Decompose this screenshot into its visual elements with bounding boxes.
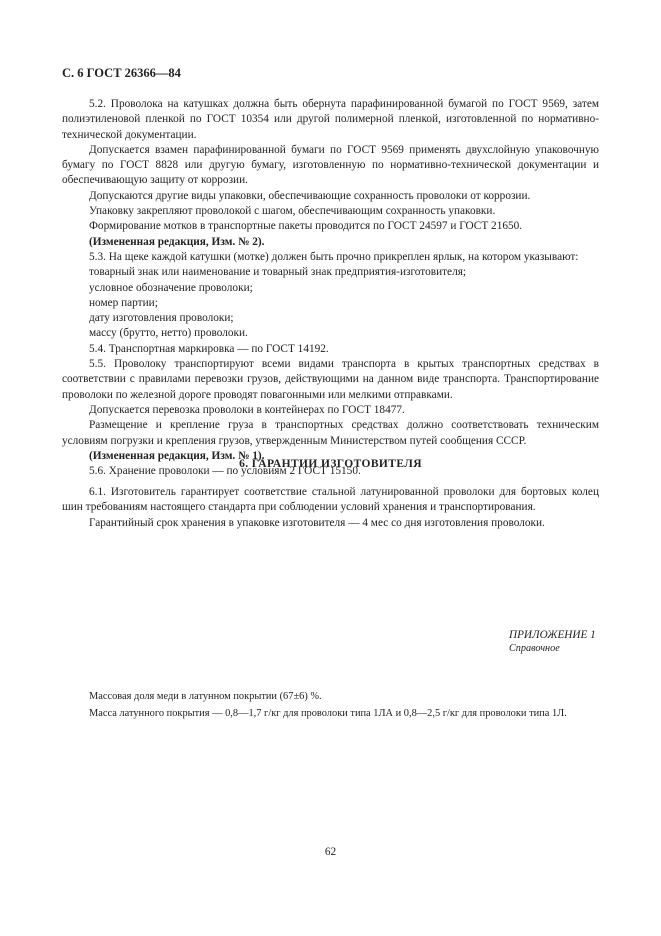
paragraph-5-4: 5.4. Транспортная маркировка — по ГОСТ 14192. [89,342,329,355]
label-item-designation: условное обозначение проволоки; [89,281,253,294]
paragraph-placement: Размещение и крепление груза в транспортных средствах должно соответствовать техническим условиям погрузки и крепления грузов, утвержденным Министерством путей сообщения СССР. [62,419,599,447]
paragraph-wrap-fastening: Упаковку закрепляют проволокой с шагом, обеспечивающим сохранность упаковки. [89,205,496,218]
paragraph-alt-paper: Допускается взамен парафинированной бумаги по ГОСТ 9569 применять двухслойную упаковочную бумагу по ГОСТ 8828 или другую бумагу, изготовленную по нормативно-технической документации и обеспечивающую защиту от коррозии. [62,143,599,187]
appendix-heading [509,628,596,656]
page-number: 62 [324,846,337,858]
appendix-title: ПРИЛОЖЕНИЕ 1 [509,629,596,641]
paragraph-5-6: 5.6. Хранение проволоки — по условиям 2 ГОСТ 15150. [89,465,361,478]
amendment-note-2: (Измененная редакция, Изм. № 2). [89,235,265,248]
paragraph-containers: Допускается перевозка проволоки в контейнерах по ГОСТ 18477. [89,403,405,416]
paragraph-5-5: 5.5. Проволоку транспортируют всеми видами транспорта в крытых транспортных средствах в соответствии с правилами перевозки грузов, действующими на данном виде транспорта. Транспортирование проволоки по железной дороге проводят повагонными или мелкими отправками. [62,358,599,401]
section-title: 6. ГАРАНТИИ ИЗГОТОВИТЕЛЯ [239,458,422,470]
label-item-batch: номер партии; [89,296,158,309]
label-item-date: дату изготовления проволоки; [89,312,234,325]
section-5-text [62,97,599,479]
paragraph-warranty-period: Гарантийный срок хранения в упаковке изготовителя — 4 мес со дня изготовления проволоки. [89,516,545,529]
paragraph-6-1: 6.1. Изготовитель гарантирует соответствие стальной латунированной проволоки для бортовых колец шин требованиям настоящего стандарта при соблюдении условий хранения и транспортирования. [62,486,599,514]
document-header: С. 6 ГОСТ 26366—84 [62,66,181,80]
section-6-text [62,485,599,531]
paragraph-other-packaging: Допускаются другие виды упаковки, обеспечивающие сохранность проволоки от коррозии. [89,189,531,202]
paragraph-transport-packages: Формирование мотков в транспортные пакеты проводится по ГОСТ 24597 и ГОСТ 21650. [89,220,523,233]
appendix-notes [89,688,567,722]
label-item-mass: массу (брутто, нетто) проволоки. [89,327,248,340]
appendix-subtitle: Справочное [509,643,560,654]
amendment-note-1: (Измененная редакция, Изм. № 1). [89,449,265,462]
paragraph-5-2: 5.2. Проволока на катушках должна быть обернута парафинированной бумагой по ГОСТ 9569, затем полиэтиленовой пленкой по ГОСТ 10354 или другой полимерной пленкой, изготовленной по нормативно-технической документации. [62,98,599,141]
note-coating-mass: Масса латунного покрытия — 0,8—1,7 г/кг для проволоки типа 1ЛА и 0,8—2,5 г/кг для проволоки типа 1Л. [89,708,567,719]
note-copper-fraction: Массовая доля меди в латунном покрытии (67±6) %. [89,691,322,702]
label-item-trademark: товарный знак или наименование и товарный знак предприятия-изготовителя; [89,266,467,279]
paragraph-5-3: 5.3. На щеке каждой катушки (мотке) должен быть прочно прикреплен ярлык, на котором указывают: [89,250,579,263]
